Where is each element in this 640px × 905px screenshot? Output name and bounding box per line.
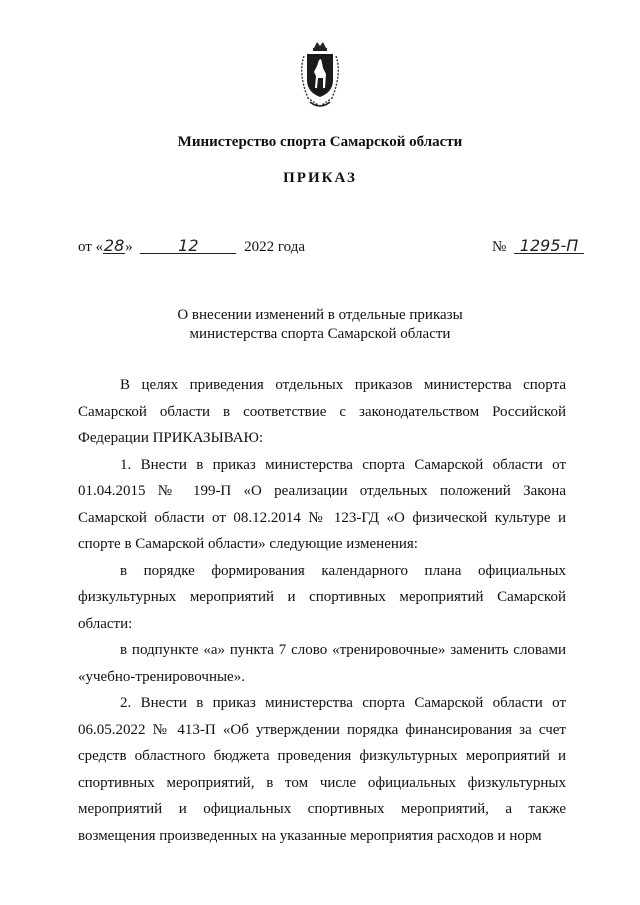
paragraph-item-2: 2. Внести в приказ министерства спорта Самарской области от 06.05.2022 № 413-П «Об утверждении порядка финансирования за счет средств областного бюджета проведения физкультурных мероприятий и спортивных мероприятий, в том числе официальных физкультурных мероприятий и официальных спортивных мероприятий, а также возмещения произведенных на указанные мероприятия расходов и норм: [78, 695, 566, 844]
date-day: 28: [103, 236, 125, 255]
paragraph-preamble: В целях приведения отдельных приказов министерства спорта Самарской области в соответствие с законодательством Российской Федерации ПРИКАЗЫВАЮ:: [78, 377, 566, 446]
order-date: [78, 238, 305, 256]
order-number: [492, 238, 584, 256]
date-quote-close: »: [125, 239, 133, 255]
document-type-title: ПРИКАЗ: [283, 170, 357, 186]
subject-line-2: министерства спорта Самарской области: [189, 326, 451, 342]
date-month: 12: [140, 238, 236, 254]
paragraph-subpoint-a: в подпункте «а» пункта 7 слово «тренировочные» заменить словами «учебно-тренировочные».: [78, 642, 566, 685]
number-symbol: №: [492, 239, 507, 255]
order-subject: [0, 306, 640, 344]
samara-coat-of-arms-emblem: [290, 40, 350, 112]
number-value: 1295-П: [514, 238, 584, 254]
date-prefix: от «: [78, 239, 104, 255]
paragraph-item-1: 1. Внести в приказ министерства спорта Самарской области от 01.04.2015 № 199-П «О реализации отдельных положений Закона Самарской области от 08.12.2014 № 123-ГД «О физической культуре и спорте в Самарской области» следующие изменения:: [78, 456, 566, 552]
ministry-name: Министерство спорта Самарской области: [177, 134, 463, 150]
date-year: 2022 года: [244, 239, 305, 255]
subject-line-1: О внесении изменений в отдельные приказы: [177, 307, 463, 323]
order-body: [78, 372, 566, 849]
paragraph-calendar-plan: в порядке формирования календарного плана официальных физкультурных мероприятий и спортивных мероприятий Самарской области:: [78, 562, 566, 632]
